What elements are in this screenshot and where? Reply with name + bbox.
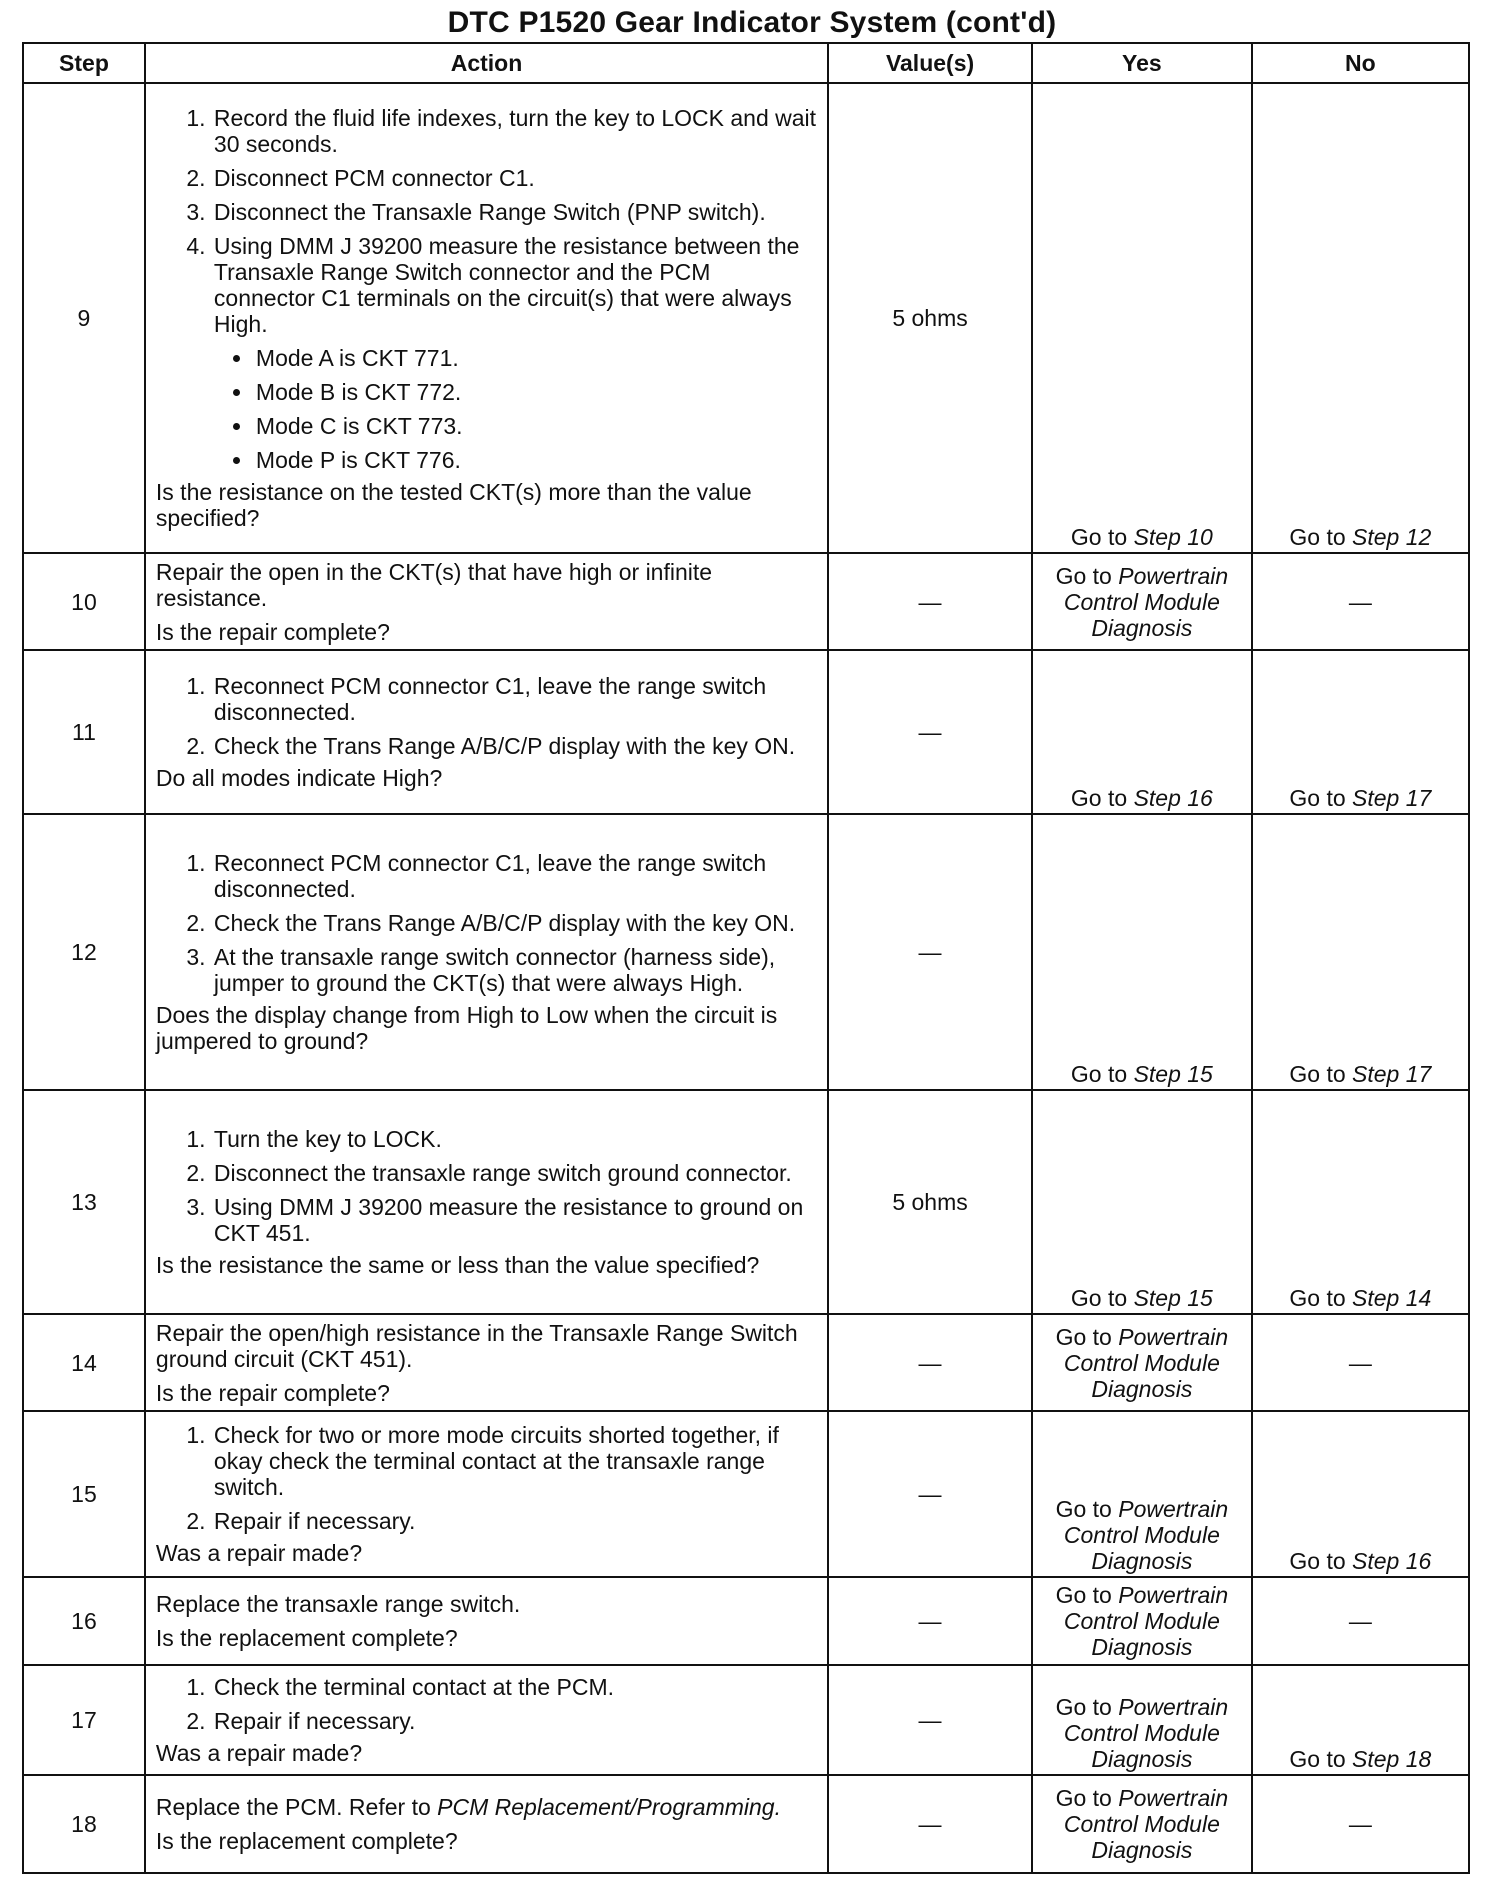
- step-number: 11: [23, 650, 145, 814]
- list-item: 3. Using DMM J 39200 measure the resistance to ground on CKT 451.: [212, 1194, 817, 1246]
- diagnosis-link[interactable]: Diagnosis: [1091, 1837, 1193, 1863]
- yes-cell: Go to Step 15: [1032, 1090, 1252, 1314]
- step-number: 13: [23, 1090, 145, 1314]
- list-item: 2. Repair if necessary.: [212, 1508, 817, 1534]
- action-cell: [145, 650, 828, 814]
- action-text: Repair the open in the CKT(s) that have high or infinite resistance.: [155, 558, 713, 611]
- action-list: [156, 1674, 817, 1734]
- no-cell: —: [1252, 1775, 1469, 1873]
- value-cell: —: [828, 814, 1032, 1090]
- list-item: 3. At the transaxle range switch connector (harness side), jumper to ground the CKT(s) that were always High.: [212, 944, 817, 996]
- value-cell: —: [828, 1314, 1032, 1411]
- list-item: 2. Check the Trans Range A/B/C/P display with the key ON.: [212, 910, 817, 936]
- diagnosis-link[interactable]: Diagnosis: [1091, 1375, 1193, 1402]
- diagnosis-link[interactable]: Powertrain: [1118, 1694, 1229, 1720]
- step-number: 14: [23, 1314, 145, 1411]
- yes-cell: Go to Step 10: [1032, 83, 1252, 553]
- value-cell: —: [828, 553, 1032, 650]
- yes-cell: Go to Powertrain Control Module Diagnosis: [1032, 1775, 1252, 1873]
- list-item: [212, 233, 817, 473]
- table-row: [23, 1665, 1469, 1775]
- list-item-text: Using DMM J 39200 measure the resistance between the Transaxle Range Switch connector and the PCM connector C1 terminals on the circuit(s) that were always High.: [213, 233, 800, 337]
- action-cell: [145, 1665, 828, 1775]
- list-item: 1. Record the fluid life indexes, turn the key to LOCK and wait 30 seconds.: [212, 105, 817, 157]
- list-item: 1. Check the terminal contact at the PCM.: [212, 1674, 817, 1700]
- question: Is the replacement complete?: [155, 1625, 458, 1651]
- header-action: Action: [145, 43, 828, 83]
- diagnosis-link[interactable]: Control Module: [1063, 1608, 1220, 1634]
- no-cell: Go to Step 17: [1252, 650, 1469, 814]
- action-text: Replace the PCM. Refer to PCM Replacement/Programming.: [155, 1794, 781, 1820]
- diagnosis-link[interactable]: Diagnosis: [1091, 614, 1193, 641]
- list-item: 2. Disconnect the transaxle range switch ground connector.: [212, 1160, 817, 1186]
- action-cell: [145, 553, 828, 650]
- action-cell: [145, 83, 828, 553]
- question: Was a repair made?: [155, 1540, 363, 1566]
- action-cell: [145, 814, 828, 1090]
- bullet-item: • Mode C is CKT 773.: [254, 413, 817, 439]
- step-number: 16: [23, 1577, 145, 1665]
- step-link[interactable]: Step 15: [1133, 1285, 1213, 1311]
- list-item: 2. Check the Trans Range A/B/C/P display with the key ON.: [212, 733, 817, 759]
- question: Is the resistance on the tested CKT(s) more than the value specified?: [155, 479, 752, 531]
- header-yes: Yes: [1032, 43, 1252, 83]
- table-row: [23, 1775, 1469, 1873]
- no-cell: —: [1252, 553, 1469, 650]
- action-list: [156, 1126, 817, 1246]
- header-row: [23, 43, 1469, 83]
- step-link[interactable]: Step 18: [1352, 1746, 1432, 1772]
- list-item: 1. Check for two or more mode circuits shorted together, if okay check the terminal contact at the transaxle range switch.: [212, 1422, 817, 1500]
- question: Does the display change from High to Low when the circuit is jumpered to ground?: [155, 1002, 778, 1054]
- no-cell: —: [1252, 1577, 1469, 1665]
- action-cell: [145, 1577, 828, 1665]
- action-cell: [145, 1775, 828, 1873]
- no-cell: Go to Step 17: [1252, 814, 1469, 1090]
- list-item: 3. Disconnect the Transaxle Range Switch (PNP switch).: [212, 199, 817, 225]
- yes-cell: Go to Step 15: [1032, 814, 1252, 1090]
- no-cell: Go to Step 16: [1252, 1411, 1469, 1577]
- step-number: 12: [23, 814, 145, 1090]
- table-row: [23, 1577, 1469, 1665]
- diagnosis-link[interactable]: Control Module: [1063, 1811, 1220, 1837]
- page-title: DTC P1520 Gear Indicator System (cont'd): [447, 6, 1057, 39]
- table-row: [23, 1411, 1469, 1577]
- action-list: [156, 850, 817, 996]
- question: Do all modes indicate High?: [155, 765, 443, 791]
- table-row: [23, 553, 1469, 650]
- yes-cell: Go to Powertrain Control Module Diagnosis: [1032, 553, 1252, 650]
- no-cell: Go to Step 12: [1252, 83, 1469, 553]
- diagnosis-link[interactable]: Control Module: [1063, 1522, 1220, 1548]
- no-cell: Go to Step 18: [1252, 1665, 1469, 1775]
- step-number: 15: [23, 1411, 145, 1577]
- action-list: [156, 673, 817, 759]
- action-list: [156, 1422, 817, 1534]
- yes-cell: Go to Powertrain Control Module Diagnosis: [1032, 1411, 1252, 1577]
- diagnosis-link[interactable]: Powertrain: [1118, 1582, 1229, 1608]
- value-cell: —: [828, 1775, 1032, 1873]
- list-item: 2. Disconnect PCM connector C1.: [212, 165, 817, 191]
- action-list: [156, 105, 817, 473]
- bullet-item: • Mode A is CKT 771.: [254, 345, 817, 371]
- action-text: Replace the transaxle range switch.: [155, 1591, 521, 1617]
- list-item: 1. Reconnect PCM connector C1, leave the range switch disconnected.: [212, 673, 817, 725]
- step-link[interactable]: Step 17: [1352, 785, 1432, 811]
- step-link[interactable]: Step 16: [1133, 785, 1213, 811]
- diagnosis-link[interactable]: Control Module: [1063, 1720, 1220, 1746]
- bullet-item: • Mode P is CKT 776.: [254, 447, 817, 473]
- table-row: [23, 1314, 1469, 1411]
- action-cell: [145, 1411, 828, 1577]
- header-values: Value(s): [828, 43, 1032, 83]
- diagnosis-link[interactable]: Powertrain: [1118, 1785, 1229, 1811]
- value-cell: —: [828, 1577, 1032, 1665]
- value-cell: —: [828, 1665, 1032, 1775]
- action-cell: [145, 1090, 828, 1314]
- table-row: [23, 650, 1469, 814]
- diagnosis-link[interactable]: Powertrain: [1118, 562, 1229, 589]
- diagnosis-link[interactable]: Diagnosis: [1091, 1548, 1193, 1574]
- action-text: Repair the open/high resistance in the Transaxle Range Switch ground circuit (CKT 451).: [155, 1319, 798, 1372]
- diagnosis-link[interactable]: Control Module: [1063, 1349, 1220, 1376]
- step-link[interactable]: Step 14: [1352, 1285, 1432, 1311]
- header-no: No: [1252, 43, 1469, 83]
- step-link[interactable]: Step 17: [1352, 1061, 1432, 1087]
- table-row: [23, 1090, 1469, 1314]
- bullet-item: • Mode B is CKT 772.: [254, 379, 817, 405]
- mode-list: [214, 345, 817, 473]
- table-row: [23, 83, 1469, 553]
- question: Is the repair complete?: [155, 618, 390, 645]
- diagnosis-link[interactable]: Diagnosis: [1091, 1746, 1193, 1772]
- step-link[interactable]: Step 12: [1352, 524, 1432, 550]
- table-row: [23, 814, 1469, 1090]
- header-step: Step: [23, 43, 145, 83]
- no-cell: —: [1252, 1314, 1469, 1411]
- question: Was a repair made?: [155, 1740, 363, 1766]
- step-link[interactable]: Step 10: [1133, 524, 1213, 550]
- yes-cell: Go to Step 16: [1032, 650, 1252, 814]
- no-cell: Go to Step 14: [1252, 1090, 1469, 1314]
- list-item: 1. Turn the key to LOCK.: [212, 1126, 817, 1152]
- diagnosis-link[interactable]: Diagnosis: [1091, 1634, 1193, 1660]
- question: Is the resistance the same or less than the value specified?: [155, 1252, 760, 1278]
- yes-cell: Go to Powertrain Control Module Diagnosis: [1032, 1314, 1252, 1411]
- value-cell: —: [828, 1411, 1032, 1577]
- value-cell: 5 ohms: [828, 1090, 1032, 1314]
- diagnostic-table: [22, 42, 1470, 1874]
- list-item: 1. Reconnect PCM connector C1, leave the range switch disconnected.: [212, 850, 817, 902]
- pcm-replacement-link[interactable]: PCM Replacement/Programming.: [437, 1794, 781, 1820]
- step-number: 9: [23, 83, 145, 553]
- list-item: 2. Repair if necessary.: [212, 1708, 817, 1734]
- step-number: 17: [23, 1665, 145, 1775]
- yes-cell: Go to Powertrain Control Module Diagnosis: [1032, 1577, 1252, 1665]
- question: Is the repair complete?: [155, 1379, 390, 1406]
- step-number: 10: [23, 553, 145, 650]
- question: Is the replacement complete?: [155, 1828, 458, 1854]
- step-link[interactable]: Step 16: [1352, 1548, 1432, 1574]
- value-cell: —: [828, 650, 1032, 814]
- diagnosis-link[interactable]: Control Module: [1063, 588, 1220, 615]
- yes-cell: Go to Powertrain Control Module Diagnosis: [1032, 1665, 1252, 1775]
- step-number: 18: [23, 1775, 145, 1873]
- diagnosis-link[interactable]: Powertrain: [1118, 1496, 1229, 1522]
- diagnosis-link[interactable]: Powertrain: [1118, 1323, 1229, 1350]
- step-link[interactable]: Step 15: [1133, 1061, 1213, 1087]
- value-cell: 5 ohms: [828, 83, 1032, 553]
- action-cell: [145, 1314, 828, 1411]
